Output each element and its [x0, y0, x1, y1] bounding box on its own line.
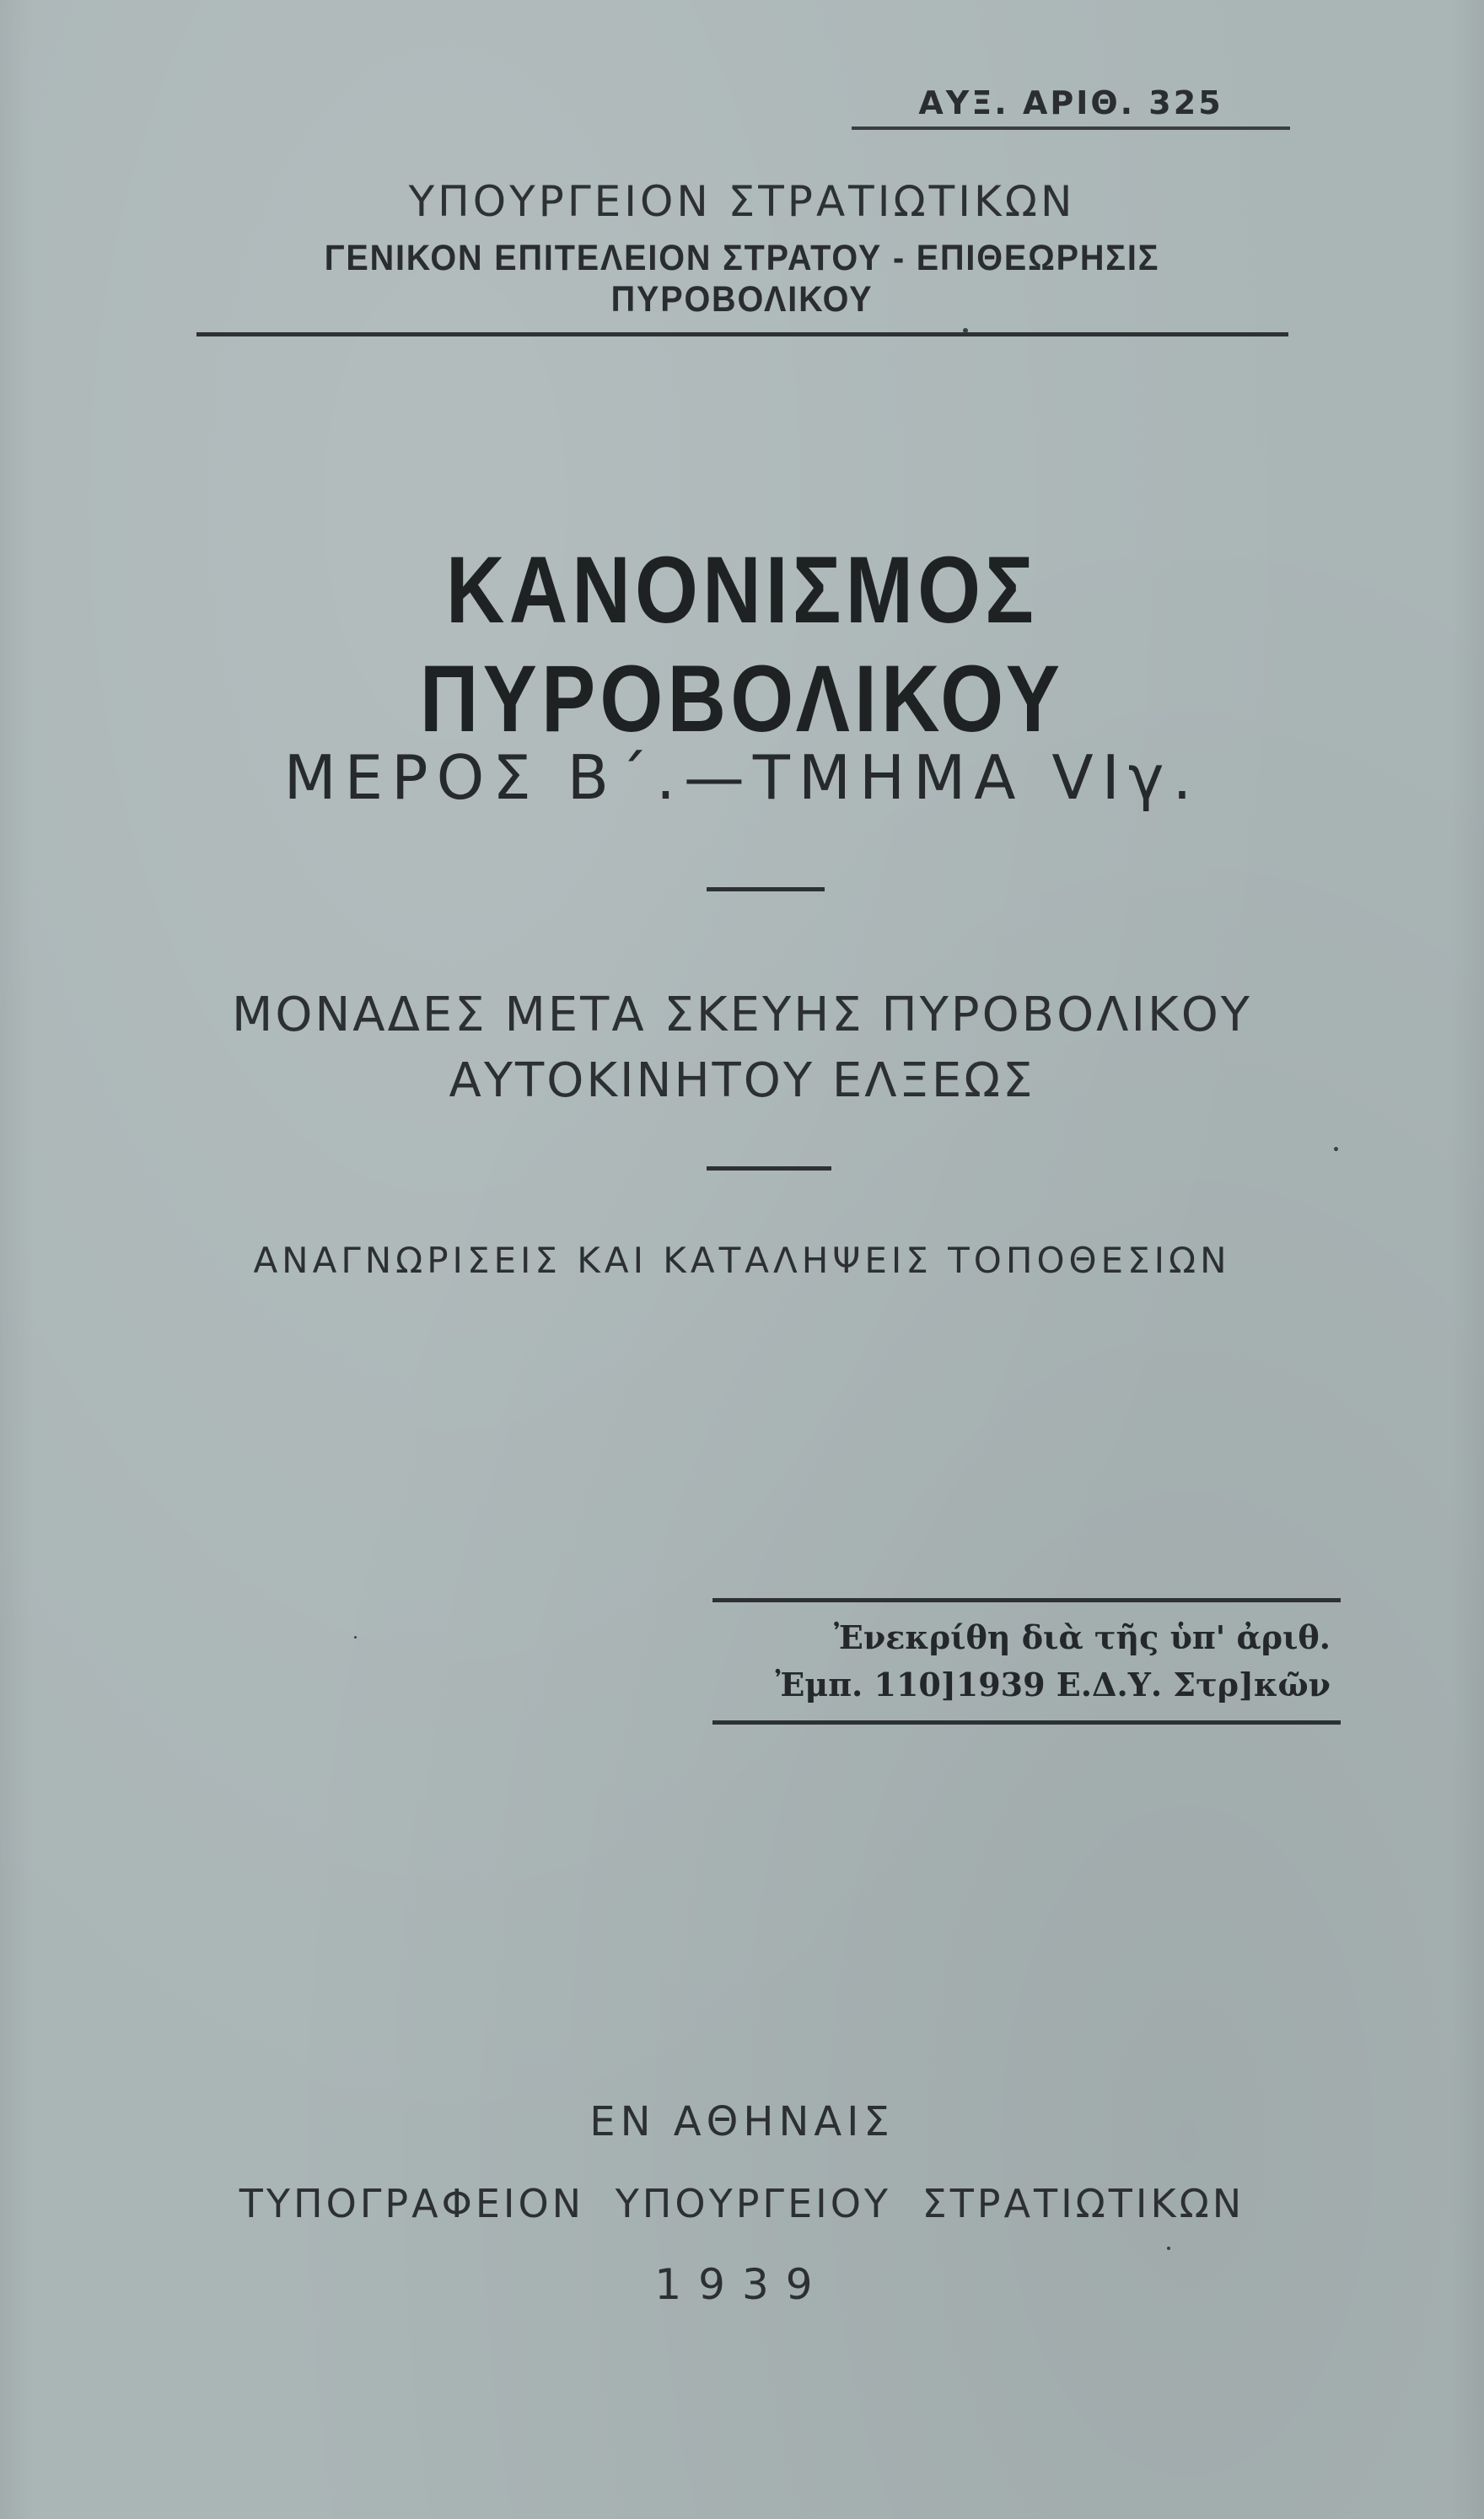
ministry-name: ΥΠΟΥΡΓΕΙΟΝ ΣΤΡΑΤΙΩΤΙΚΩΝ: [408, 177, 1076, 226]
imprint-printer: ΤΥΠΟΓΡΑΦΕΙΟΝ ΥΠΟΥΡΓΕΙΟΥ ΣΤΡΑΤΙΩΤΙΚΩΝ: [239, 2181, 1245, 2226]
ministry-header: [194, 177, 1290, 336]
paper-speck: [963, 328, 968, 333]
divider-rule: [707, 887, 825, 891]
units-heading: [194, 982, 1290, 1114]
units-line: ΑΥΤΟΚΙΝΗΤΟΥ ΕΛΞΕΩΣ: [449, 1053, 1035, 1108]
imprint: [194, 2098, 1290, 2309]
document-title: ΚΑΝΟΝΙΣΜΟΣ ΠΥΡΟΒΟΛΙΚΟΥ: [419, 537, 1065, 751]
paper-speck: [1167, 2247, 1170, 2250]
imprint-city: ΕΝ ΑΘΗΝΑΙΣ: [589, 2098, 895, 2145]
header-rule: [196, 332, 1288, 336]
section-heading: ΑΝΑΓΝΩΡΙΣΕΙΣ ΚΑΙ ΚΑΤΑΛΗΨΕΙΣ ΤΟΠΟΘΕΣΙΩΝ: [253, 1240, 1231, 1281]
general-staff-line: ΓΕΝΙΚΟΝ ΕΠΙΤΕΛΕΙΟΝ ΣΤΡΑΤΟΥ - ΕΠΙΘΕΩΡΗΣΙΣ ΠΥΡΟΒΟΛΙΚΟΥ: [324, 238, 1160, 320]
units-line: ΜΟΝΑΔΕΣ ΜΕΤΑ ΣΚΕΥΗΣ ΠΥΡΟΒΟΛΙΚΟΥ: [232, 988, 1252, 1042]
paper-speck: [1334, 1147, 1338, 1151]
imprint-year: 1939: [654, 2260, 830, 2309]
divider-rule: [707, 1166, 831, 1171]
approval-box: [712, 1598, 1341, 1725]
serial-number: ΑΥΞ. ΑΡΙΘ. 325: [852, 84, 1290, 130]
paper-speck: [354, 1636, 357, 1639]
part-section-subtitle: ΜΕΡΟΣ Β΄.—ΤΜΗΜΑ VIγ.: [283, 742, 1201, 813]
approval-line: Ἐνεκρίθη διὰ τῆς ὑπ' ἀριθ.: [834, 1618, 1331, 1656]
approval-line: Ἐμπ. 110]1939 Ε.Δ.Υ. Στρ]κῶν: [775, 1666, 1331, 1704]
